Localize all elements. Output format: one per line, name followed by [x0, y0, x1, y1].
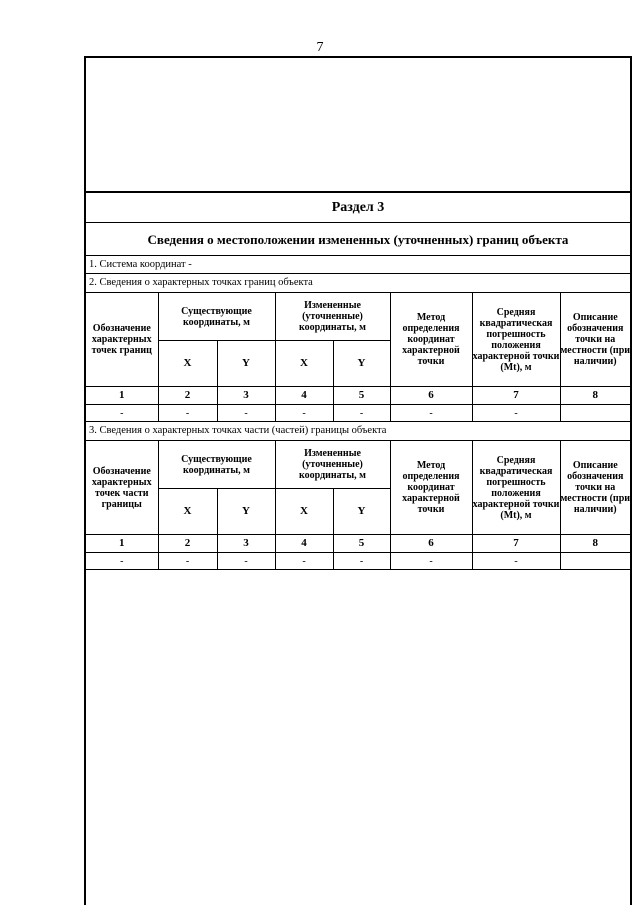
column-number: 6 [390, 387, 472, 405]
header-y-changed: Y [333, 489, 390, 535]
table-cell: - [158, 553, 217, 570]
table-cell: - [333, 405, 390, 422]
column-number: 2 [158, 387, 217, 405]
header-x-changed: X [275, 341, 333, 387]
header-changed-coordinates: Измененные (уточненные) координаты, м [275, 293, 390, 341]
page-number: 7 [316, 40, 324, 55]
table-cell: - [217, 405, 275, 422]
table-cell [560, 405, 630, 422]
column-number: 7 [472, 535, 560, 553]
table-cell: - [86, 553, 158, 570]
column-number: 7 [472, 387, 560, 405]
header-existing-coordinates: Существующие координаты, м [158, 293, 275, 341]
part-boundary-points-table [86, 440, 630, 570]
column-number: 8 [560, 387, 630, 405]
table-cell: - [472, 553, 560, 570]
blank-area [86, 58, 630, 193]
table1-caption: 2. Сведения о характерных точках границ объекта [89, 277, 313, 288]
header-y-existing: Y [217, 341, 275, 387]
section-title: Раздел 3 [86, 193, 630, 223]
header-method: Метод определения координат характерной точки [390, 293, 472, 387]
header-y-changed: Y [333, 341, 390, 387]
column-number: 6 [390, 535, 472, 553]
column-number: 3 [217, 387, 275, 405]
table-cell: - [86, 405, 158, 422]
header-x-existing: X [158, 489, 217, 535]
table-cell: - [333, 553, 390, 570]
column-number: 5 [333, 535, 390, 553]
header-point-designation: Обозначение характерных точек части границы [86, 441, 158, 535]
header-mean-error: Средняя квадратическая погрешность положения характерной точки (Mt), м [472, 293, 560, 387]
table-cell: - [275, 405, 333, 422]
table-cell: - [217, 553, 275, 570]
column-number: 4 [275, 387, 333, 405]
column-number: 2 [158, 535, 217, 553]
table-row [86, 405, 630, 422]
table-cell: - [472, 405, 560, 422]
column-number: 3 [217, 535, 275, 553]
header-description: Описание обозначения точки на местности (при наличии) [560, 441, 630, 535]
coordinate-system: 1. Система координат - [86, 256, 630, 274]
header-method: Метод определения координат характерной точки [390, 441, 472, 535]
header-mean-error: Средняя квадратическая погрешность положения характерной точки (Mt), м [472, 441, 560, 535]
boundary-points-table [86, 292, 630, 422]
table-cell: - [390, 553, 472, 570]
header-point-designation: Обозначение характерных точек границ [86, 293, 158, 387]
table2-caption: 3. Сведения о характерных точках части (частей) границы объекта [89, 425, 387, 436]
table-cell [560, 553, 630, 570]
form-frame [84, 56, 632, 905]
header-description: Описание обозначения точки на местности (при наличии) [560, 293, 630, 387]
header-existing-coordinates: Существующие координаты, м [158, 441, 275, 489]
header-x-changed: X [275, 489, 333, 535]
column-number: 4 [275, 535, 333, 553]
header-changed-coordinates: Измененные (уточненные) координаты, м [275, 441, 390, 489]
section-subtitle: Сведения о местоположении измененных (уточненных) границ объекта [86, 223, 630, 256]
table-cell: - [275, 553, 333, 570]
table-cell: - [390, 405, 472, 422]
column-number: 1 [86, 387, 158, 405]
table-cell: - [158, 405, 217, 422]
table-row [86, 553, 630, 570]
header-y-existing: Y [217, 489, 275, 535]
column-number: 5 [333, 387, 390, 405]
column-number: 1 [86, 535, 158, 553]
header-x-existing: X [158, 341, 217, 387]
column-number: 8 [560, 535, 630, 553]
